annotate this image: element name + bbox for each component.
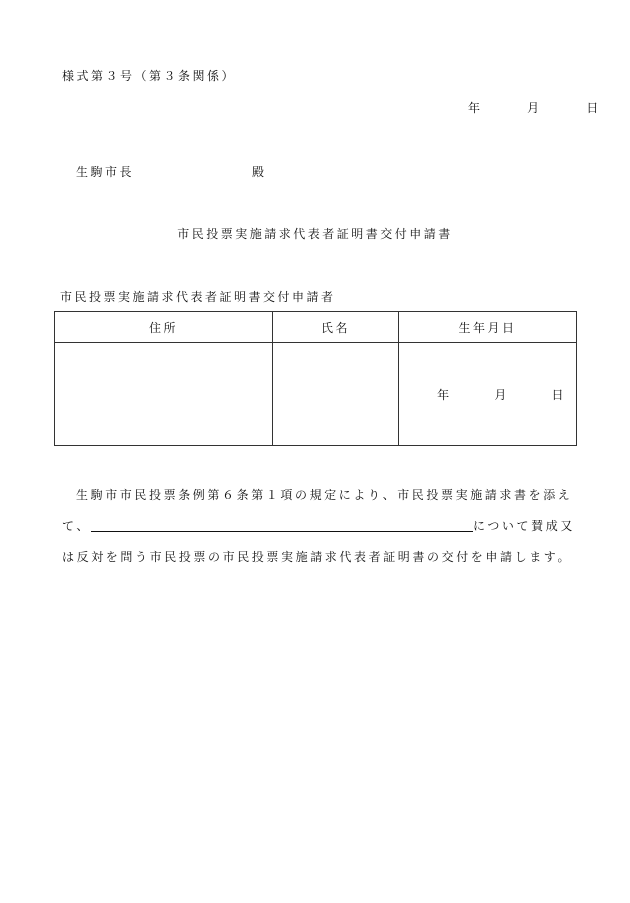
subject-blank-field[interactable] — [91, 517, 473, 532]
form-number: 様式第３号（第３条関係） — [62, 69, 237, 83]
body-line-3: は反対を問う市民投票の市民投票実施請求代表者証明書の交付を申請します。 — [62, 550, 573, 564]
addressee-honorific: 殿 — [252, 165, 267, 179]
body-line-2-suffix: について賛成又 — [472, 519, 575, 533]
header-name: 氏名 — [273, 312, 399, 343]
birth-day-label: 日 — [551, 387, 566, 402]
applicant-table — [54, 311, 577, 446]
header-address: 住所 — [55, 312, 273, 343]
name-cell[interactable] — [273, 343, 399, 446]
date-day-label: 日 — [586, 101, 601, 115]
birthdate-cell[interactable] — [399, 343, 577, 446]
table-header-row — [55, 312, 577, 343]
applicant-heading: 市民投票実施請求代表者証明書交付申請者 — [60, 290, 336, 304]
header-birthdate: 生年月日 — [399, 312, 577, 343]
table-row — [55, 343, 577, 446]
body-line-2 — [62, 517, 575, 534]
address-cell[interactable] — [55, 343, 273, 446]
date-year-label: 年 — [468, 101, 483, 115]
body-line-2-prefix: て、 — [62, 519, 91, 533]
date-month-label: 月 — [527, 101, 542, 115]
birth-year-label: 年 — [437, 387, 452, 402]
birth-month-label: 月 — [494, 387, 509, 402]
document-title: 市民投票実施請求代表者証明書交付申請書 — [177, 227, 453, 241]
date-line — [468, 99, 601, 116]
body-line-1: 生駒市市民投票条例第６条第１項の規定により、市民投票実施請求書を添え — [76, 488, 573, 502]
addressee-name: 生駒市長 — [76, 165, 135, 179]
